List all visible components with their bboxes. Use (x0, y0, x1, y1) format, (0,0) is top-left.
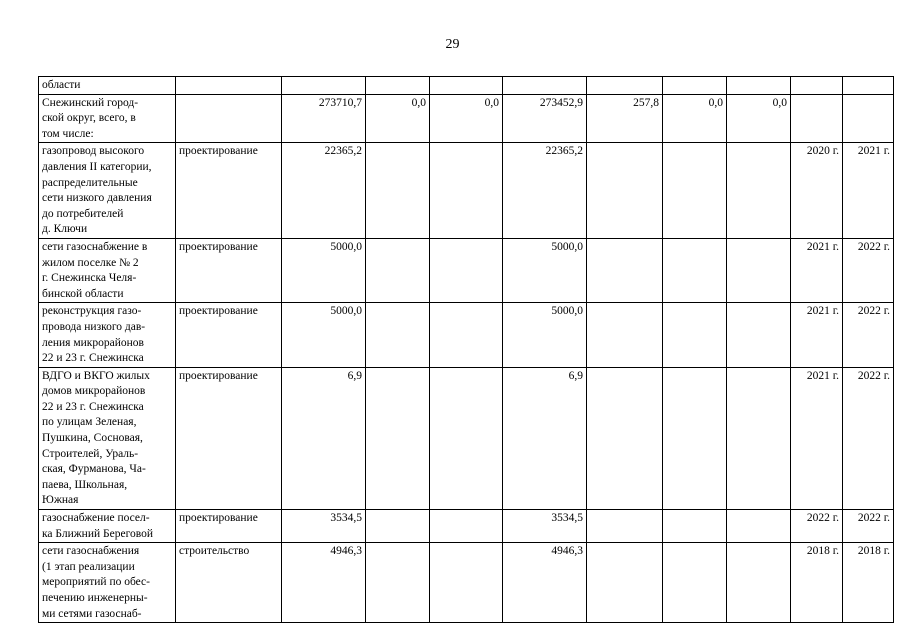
amount-cell (366, 143, 430, 239)
object-name-line: 22 и 23 г. Снежинска (42, 400, 144, 413)
amount-cell (430, 303, 503, 367)
amount-cell: 5000,0 (503, 238, 587, 302)
object-name-cell (39, 238, 176, 302)
amount-cell (727, 77, 791, 95)
work-type-cell (176, 77, 282, 95)
end-year-cell: 2022 г. (843, 303, 894, 367)
work-type-cell: проектирование (176, 510, 282, 543)
object-name-line: мероприятий по обес- (42, 576, 150, 589)
start-year-cell: 2018 г. (791, 543, 843, 623)
total-amount-cell: 5000,0 (282, 238, 366, 302)
amount-cell (663, 303, 727, 367)
amount-cell (366, 238, 430, 302)
object-name-line: давления II категории, (42, 160, 152, 173)
object-name-line: жилом поселке № 2 (42, 256, 139, 269)
amount-cell: 0,0 (366, 94, 430, 143)
object-name-line: Снежинский город- (42, 96, 139, 109)
object-name-line: по улицам Зеленая, (42, 416, 137, 429)
object-name-line: сети низкого давления (42, 192, 152, 205)
object-name-line: ка Ближний Береговой (42, 527, 154, 540)
work-type-cell: строительство (176, 543, 282, 623)
amount-cell (587, 367, 663, 509)
amount-cell (366, 543, 430, 623)
object-name-line: ми сетями газоснаб- (42, 607, 142, 620)
object-name-line: паева, Школьная, (42, 478, 128, 491)
amount-cell: 6,9 (503, 367, 587, 509)
work-type-cell: проектирование (176, 303, 282, 367)
amount-cell (587, 143, 663, 239)
amount-cell (366, 77, 430, 95)
amount-cell (727, 303, 791, 367)
object-name-cell (39, 510, 176, 543)
end-year-cell: 2022 г. (843, 510, 894, 543)
amount-cell: 4946,3 (503, 543, 587, 623)
start-year-cell: 2021 г. (791, 303, 843, 367)
amount-cell: 3534,5 (503, 510, 587, 543)
amount-cell (366, 510, 430, 543)
object-name-line: сети газоснабжение в (42, 240, 148, 253)
amount-cell (587, 77, 663, 95)
object-name-cell (39, 303, 176, 367)
object-name-cell (39, 543, 176, 623)
amount-cell (366, 303, 430, 367)
table-body (39, 77, 894, 623)
amount-cell (727, 143, 791, 239)
total-amount-cell: 3534,5 (282, 510, 366, 543)
object-name-line: (1 этап реализации (42, 560, 135, 573)
start-year-cell: 2021 г. (791, 367, 843, 509)
amount-cell (430, 367, 503, 509)
amount-cell (663, 238, 727, 302)
object-name-line: ской округ, всего, в (42, 112, 136, 125)
object-name-line: ления микрорайонов (42, 336, 144, 349)
object-name-line: распределительные (42, 176, 138, 189)
amount-cell (587, 543, 663, 623)
table-row (39, 303, 894, 367)
amount-cell: 257,8 (587, 94, 663, 143)
amount-cell: 22365,2 (503, 143, 587, 239)
object-name-line: д. Ключи (42, 223, 88, 236)
object-name-line: провода низкого дав- (42, 320, 146, 333)
work-type-cell: проектирование (176, 238, 282, 302)
table-row (39, 367, 894, 509)
total-amount-cell (282, 77, 366, 95)
end-year-cell (843, 94, 894, 143)
object-name-line: Строителей, Ураль- (42, 447, 139, 460)
amount-cell: 0,0 (663, 94, 727, 143)
object-name-line: газоснабжение посел- (42, 512, 150, 525)
amount-cell (587, 303, 663, 367)
total-amount-cell: 5000,0 (282, 303, 366, 367)
page-number: 29 (445, 37, 460, 52)
amount-cell (366, 367, 430, 509)
amount-cell: 5000,0 (503, 303, 587, 367)
amount-cell (663, 77, 727, 95)
work-type-cell (176, 94, 282, 143)
total-amount-cell: 6,9 (282, 367, 366, 509)
object-name-line: до потребителей (42, 207, 124, 220)
object-name-line: печению инженерны- (42, 592, 148, 604)
amount-cell: 0,0 (727, 94, 791, 143)
table-row (39, 94, 894, 143)
amount-cell (430, 543, 503, 623)
start-year-cell: 2022 г. (791, 510, 843, 543)
table-row (39, 543, 894, 623)
amount-cell (663, 367, 727, 509)
start-year-cell (791, 77, 843, 95)
amount-cell (727, 543, 791, 623)
amount-cell (727, 510, 791, 543)
amount-cell (663, 543, 727, 623)
object-name-line: ская, Фурманова, Ча- (42, 463, 146, 476)
end-year-cell: 2022 г. (843, 238, 894, 302)
total-amount-cell: 22365,2 (282, 143, 366, 239)
table-row (39, 510, 894, 543)
amount-cell (587, 510, 663, 543)
total-amount-cell: 4946,3 (282, 543, 366, 623)
amount-cell: 0,0 (430, 94, 503, 143)
start-year-cell: 2021 г. (791, 238, 843, 302)
object-name-line: 22 и 23 г. Снежинска (42, 352, 144, 365)
amount-cell (727, 238, 791, 302)
table-row (39, 143, 894, 239)
object-name-line: ВДГО и ВКГО жилых (42, 369, 150, 382)
object-name-line: домов микрорайонов (42, 385, 146, 398)
object-name-line: реконструкция газо- (42, 305, 142, 318)
amount-cell (430, 510, 503, 543)
table-row (39, 77, 894, 95)
end-year-cell: 2022 г. (843, 367, 894, 509)
end-year-cell: 2021 г. (843, 143, 894, 239)
object-name-cell (39, 367, 176, 509)
object-name-cell (39, 77, 176, 95)
object-name-line: газопровод высокого (42, 145, 145, 158)
amount-cell (663, 510, 727, 543)
end-year-cell (843, 77, 894, 95)
amount-cell: 273452,9 (503, 94, 587, 143)
object-name-line: Южная (42, 494, 79, 507)
start-year-cell (791, 94, 843, 143)
amount-cell (430, 77, 503, 95)
object-name-cell (39, 94, 176, 143)
start-year-cell: 2020 г. (791, 143, 843, 239)
amount-cell (503, 77, 587, 95)
work-type-cell: проектирование (176, 367, 282, 509)
object-name-line: области (42, 79, 81, 91)
end-year-cell: 2018 г. (843, 543, 894, 623)
object-name-line: сети газоснабжения (42, 545, 140, 558)
object-name-cell (39, 143, 176, 239)
object-name-line: том числе: (42, 127, 94, 140)
object-name-line: Пушкина, Сосновая, (42, 432, 143, 445)
table-row (39, 238, 894, 302)
amount-cell (430, 143, 503, 239)
amount-cell (663, 143, 727, 239)
amount-cell (727, 367, 791, 509)
amount-cell (587, 238, 663, 302)
object-name-line: г. Снежинска Челя- (42, 272, 137, 285)
object-name-line: бинской области (42, 287, 124, 300)
total-amount-cell: 273710,7 (282, 94, 366, 143)
work-type-cell: проектирование (176, 143, 282, 239)
amount-cell (430, 238, 503, 302)
budget-table (38, 76, 894, 623)
